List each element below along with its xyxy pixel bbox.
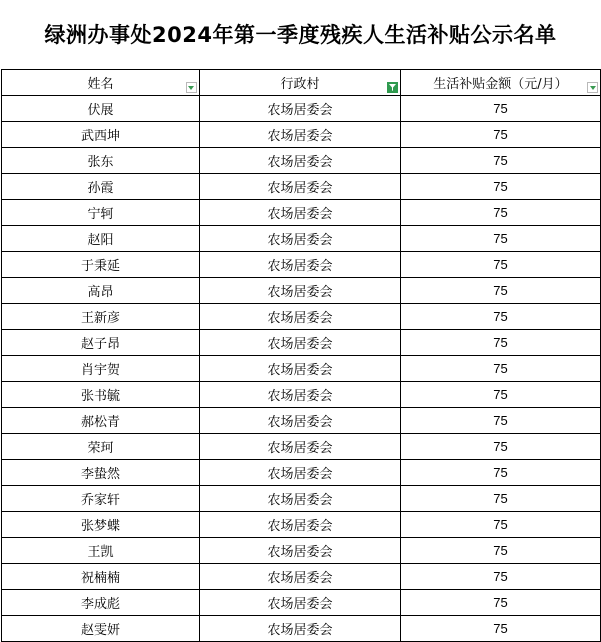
cell-amount[interactable]: 75: [400, 512, 600, 538]
subsidy-table: [1, 69, 601, 642]
table-row: [2, 96, 601, 122]
header-amount-label: 生活补贴金额（元/月）: [433, 77, 568, 92]
cell-village[interactable]: 农场居委会: [199, 434, 400, 460]
cell-name[interactable]: 李成彪: [2, 590, 200, 616]
header-name-label: 姓名: [87, 77, 114, 92]
cell-amount[interactable]: 75: [400, 408, 600, 434]
cell-name[interactable]: 赵雯妍: [2, 616, 200, 642]
table-row: [2, 460, 601, 486]
cell-village[interactable]: 农场居委会: [199, 512, 400, 538]
table-row: [2, 200, 601, 226]
table-row: [2, 538, 601, 564]
filter-active-icon[interactable]: [387, 82, 398, 93]
cell-amount[interactable]: 75: [400, 564, 600, 590]
document-title: 绿洲办事处2024年第一季度残疾人生活补贴公示名单: [44, 23, 557, 47]
cell-amount[interactable]: 75: [400, 538, 600, 564]
table-row: [2, 278, 601, 304]
cell-village[interactable]: 农场居委会: [199, 486, 400, 512]
table-row: [2, 304, 601, 330]
table-row: [2, 564, 601, 590]
cell-amount[interactable]: 75: [400, 382, 600, 408]
table-row: [2, 382, 601, 408]
cell-amount[interactable]: 75: [400, 356, 600, 382]
table-row: [2, 226, 601, 252]
cell-village[interactable]: 农场居委会: [199, 200, 400, 226]
header-row: [2, 70, 601, 96]
table-row: [2, 616, 601, 642]
cell-village[interactable]: 农场居委会: [199, 382, 400, 408]
cell-village[interactable]: 农场居委会: [199, 330, 400, 356]
cell-amount[interactable]: 75: [400, 434, 600, 460]
cell-name[interactable]: 乔家轩: [2, 486, 200, 512]
filter-dropdown-icon[interactable]: [587, 82, 598, 93]
cell-amount[interactable]: 75: [400, 616, 600, 642]
cell-amount[interactable]: 75: [400, 590, 600, 616]
table-row: [2, 512, 601, 538]
cell-amount[interactable]: 75: [400, 252, 600, 278]
table-row: [2, 252, 601, 278]
table-row: [2, 330, 601, 356]
cell-village[interactable]: 农场居委会: [199, 460, 400, 486]
cell-name[interactable]: 孙霞: [2, 174, 200, 200]
cell-village[interactable]: 农场居委会: [199, 408, 400, 434]
cell-amount[interactable]: 75: [400, 226, 600, 252]
cell-name[interactable]: 宁轲: [2, 200, 200, 226]
cell-name[interactable]: 伏展: [2, 96, 200, 122]
cell-village[interactable]: 农场居委会: [199, 96, 400, 122]
cell-amount[interactable]: 75: [400, 486, 600, 512]
table-row: [2, 434, 601, 460]
cell-name[interactable]: 高昂: [2, 278, 200, 304]
cell-village[interactable]: 农场居委会: [199, 252, 400, 278]
cell-amount[interactable]: 75: [400, 96, 600, 122]
table-row: [2, 148, 601, 174]
cell-name[interactable]: 武西坤: [2, 122, 200, 148]
cell-name[interactable]: 荣珂: [2, 434, 200, 460]
cell-name[interactable]: 王新彦: [2, 304, 200, 330]
cell-village[interactable]: 农场居委会: [199, 616, 400, 642]
table-row: [2, 174, 601, 200]
header-name: [2, 70, 200, 96]
cell-village[interactable]: 农场居委会: [199, 122, 400, 148]
header-amount: [400, 70, 600, 96]
cell-village[interactable]: 农场居委会: [199, 278, 400, 304]
header-village-label: 行政村: [280, 77, 320, 92]
cell-amount[interactable]: 75: [400, 122, 600, 148]
cell-amount[interactable]: 75: [400, 200, 600, 226]
cell-amount[interactable]: 75: [400, 278, 600, 304]
cell-name[interactable]: 李蛰然: [2, 460, 200, 486]
cell-amount[interactable]: 75: [400, 304, 600, 330]
cell-name[interactable]: 赵阳: [2, 226, 200, 252]
cell-name[interactable]: 张梦蝶: [2, 512, 200, 538]
header-village: [199, 70, 400, 96]
filter-dropdown-icon[interactable]: [186, 82, 197, 93]
cell-village[interactable]: 农场居委会: [199, 564, 400, 590]
table-row: [2, 122, 601, 148]
cell-name[interactable]: 王凯: [2, 538, 200, 564]
cell-name[interactable]: 张东: [2, 148, 200, 174]
table-row: [2, 356, 601, 382]
cell-amount[interactable]: 75: [400, 330, 600, 356]
cell-amount[interactable]: 75: [400, 174, 600, 200]
table-row: [2, 408, 601, 434]
cell-village[interactable]: 农场居委会: [199, 538, 400, 564]
cell-name[interactable]: 肖宇贺: [2, 356, 200, 382]
cell-village[interactable]: 农场居委会: [199, 148, 400, 174]
cell-village[interactable]: 农场居委会: [199, 590, 400, 616]
cell-village[interactable]: 农场居委会: [199, 356, 400, 382]
cell-amount[interactable]: 75: [400, 148, 600, 174]
cell-name[interactable]: 郝松青: [2, 408, 200, 434]
table-row: [2, 486, 601, 512]
cell-village[interactable]: 农场居委会: [199, 174, 400, 200]
cell-name[interactable]: 祝楠楠: [2, 564, 200, 590]
cell-name[interactable]: 赵子昂: [2, 330, 200, 356]
cell-village[interactable]: 农场居委会: [199, 226, 400, 252]
table-row: [2, 590, 601, 616]
cell-amount[interactable]: 75: [400, 460, 600, 486]
cell-name[interactable]: 于秉延: [2, 252, 200, 278]
cell-village[interactable]: 农场居委会: [199, 304, 400, 330]
cell-name[interactable]: 张书毓: [2, 382, 200, 408]
